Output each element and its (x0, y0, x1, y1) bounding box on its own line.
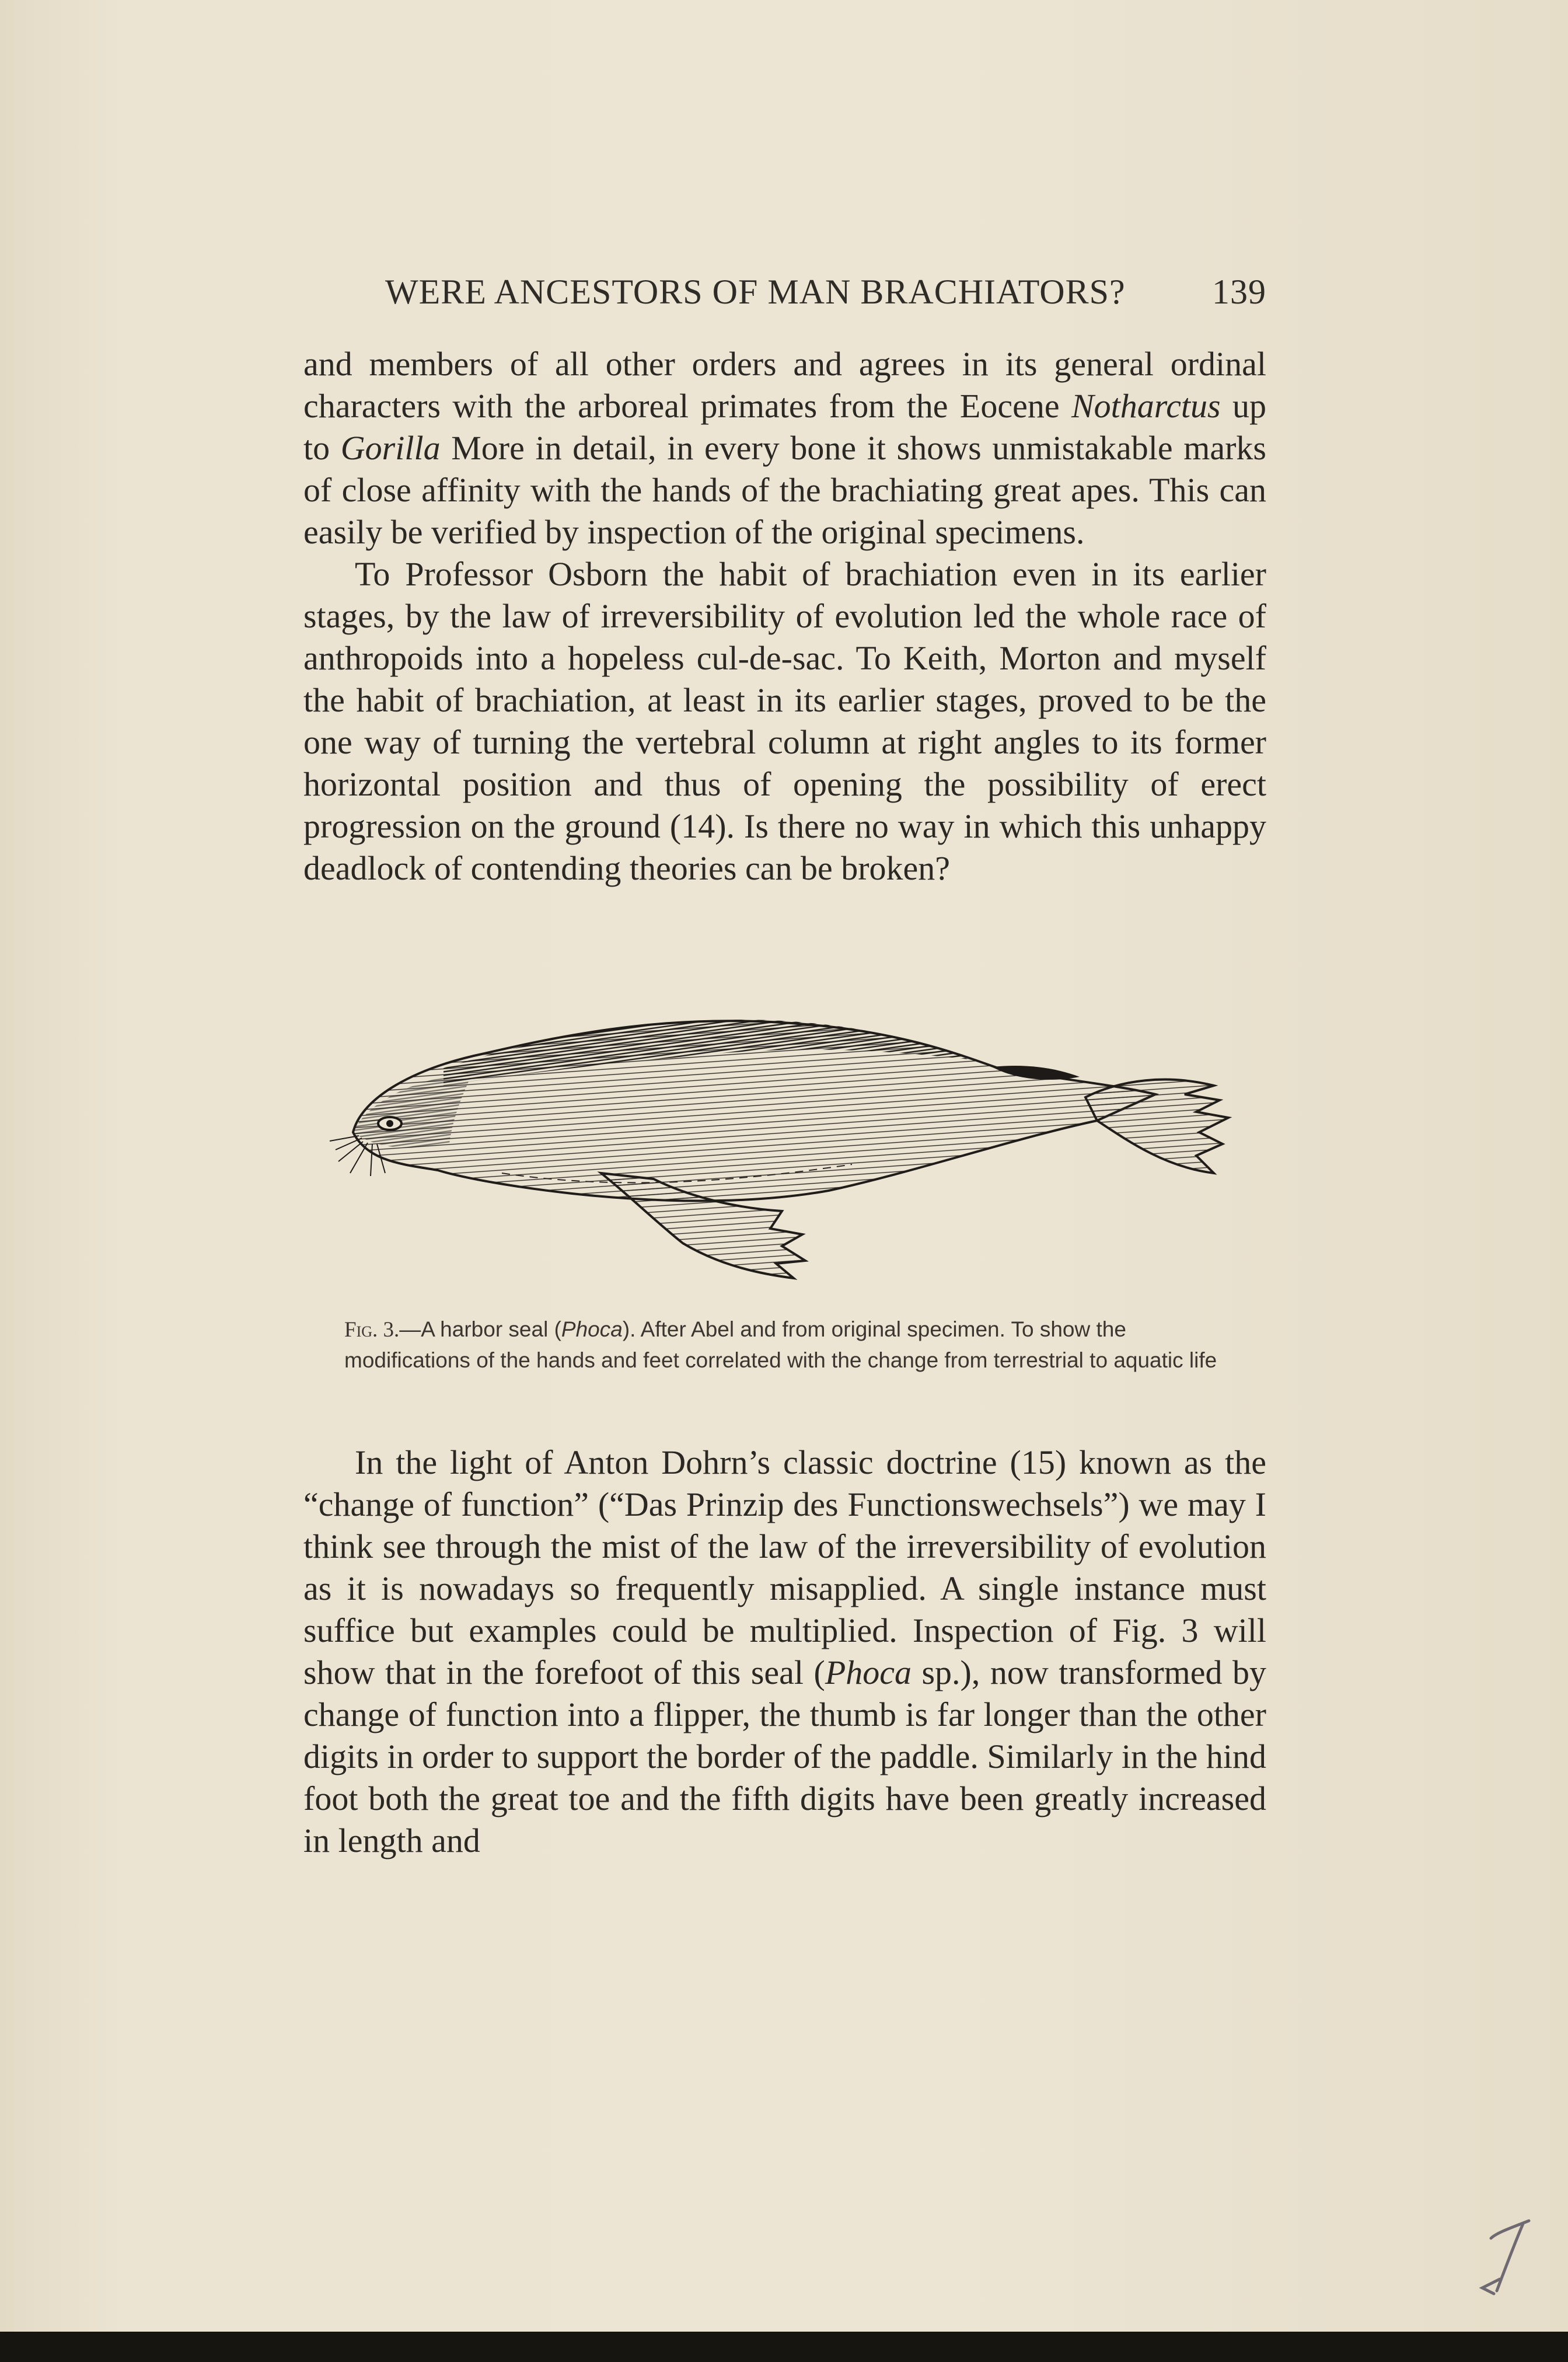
scan-bottom-edge (0, 2332, 1568, 2362)
caption-genus: Phoca (561, 1317, 623, 1341)
paragraph-1 (303, 343, 1266, 553)
body-text-bottom (303, 1442, 1266, 1862)
genus-name: Phoca (825, 1653, 912, 1691)
paragraph-3 (303, 1442, 1266, 1862)
pencil-mark-icon (1473, 2215, 1538, 2297)
running-title: WERE ANCESTORS OF MAN BRACHIATORS? (385, 273, 1126, 311)
caption-text: ). After Abel and from original specimen. To show the modifications of the hands and feet correlated with the change from terrestrial to aquatic life (344, 1317, 1217, 1372)
harbor-seal-drawing (327, 998, 1255, 1302)
seal-hind-flipper (1085, 1080, 1228, 1173)
page-number: 139 (1212, 273, 1266, 311)
text-run: In the light of Anton Dohrn’s classic doctrine (15) known as the “change of function” (“Das Prinzip des Functionswechsels”) we may I think see through the mist of the law of the irreversibility of evolution as it is nowadays so frequently misapplied. A single instance must suffice but examples could be multiplied. Inspection of Fig. 3 will show that in the forefoot of this seal ( (303, 1443, 1266, 1691)
figure-caption (344, 1314, 1231, 1376)
paragraph-2: To Professor Osborn the habit of brachiation even in its earlier stages, by the law of irreversibility of evolution led the whole race of anthropoids into a hopeless cul-de-sac. To Keith, Morton and myself the habit of brachiation, at least in its earlier stages, proved to be the one way of turning the vertebral column at right angles to its former horizontal position and thus of opening the possibility of erect progression on the ground (14). Is there no way in which this unhappy deadlock of contending theories can be broken? (303, 555, 1266, 887)
text-run: sp.), now transformed by change of function into a flipper, the thumb is far longer than the other digits in order to support the border of the paddle. Similarly in the hind foot both the great toe and the fifth digits have been greatly increased in length and (303, 1653, 1266, 1859)
genus-name: Gorilla (340, 429, 441, 467)
caption-text: —A harbor seal ( (399, 1317, 561, 1341)
text-run: and members of all other orders and agrees in its general ordinal characters with the arboreal primates from the Eocene (303, 345, 1266, 425)
genus-name: Notharctus (1071, 387, 1221, 425)
running-header (303, 272, 1266, 319)
body-text-top (303, 343, 1266, 889)
text-run: More in detail, in every bone it shows unmistakable marks of close affinity with the hands of the brachiating great apes. This can easily be verified by inspection of the original specimens. (303, 429, 1266, 551)
pencil-annotation (1473, 2215, 1538, 2297)
figure-label: Fig. 3. (344, 1318, 400, 1342)
seal-illustration (327, 998, 1255, 1302)
text-run: up to (303, 387, 1267, 467)
